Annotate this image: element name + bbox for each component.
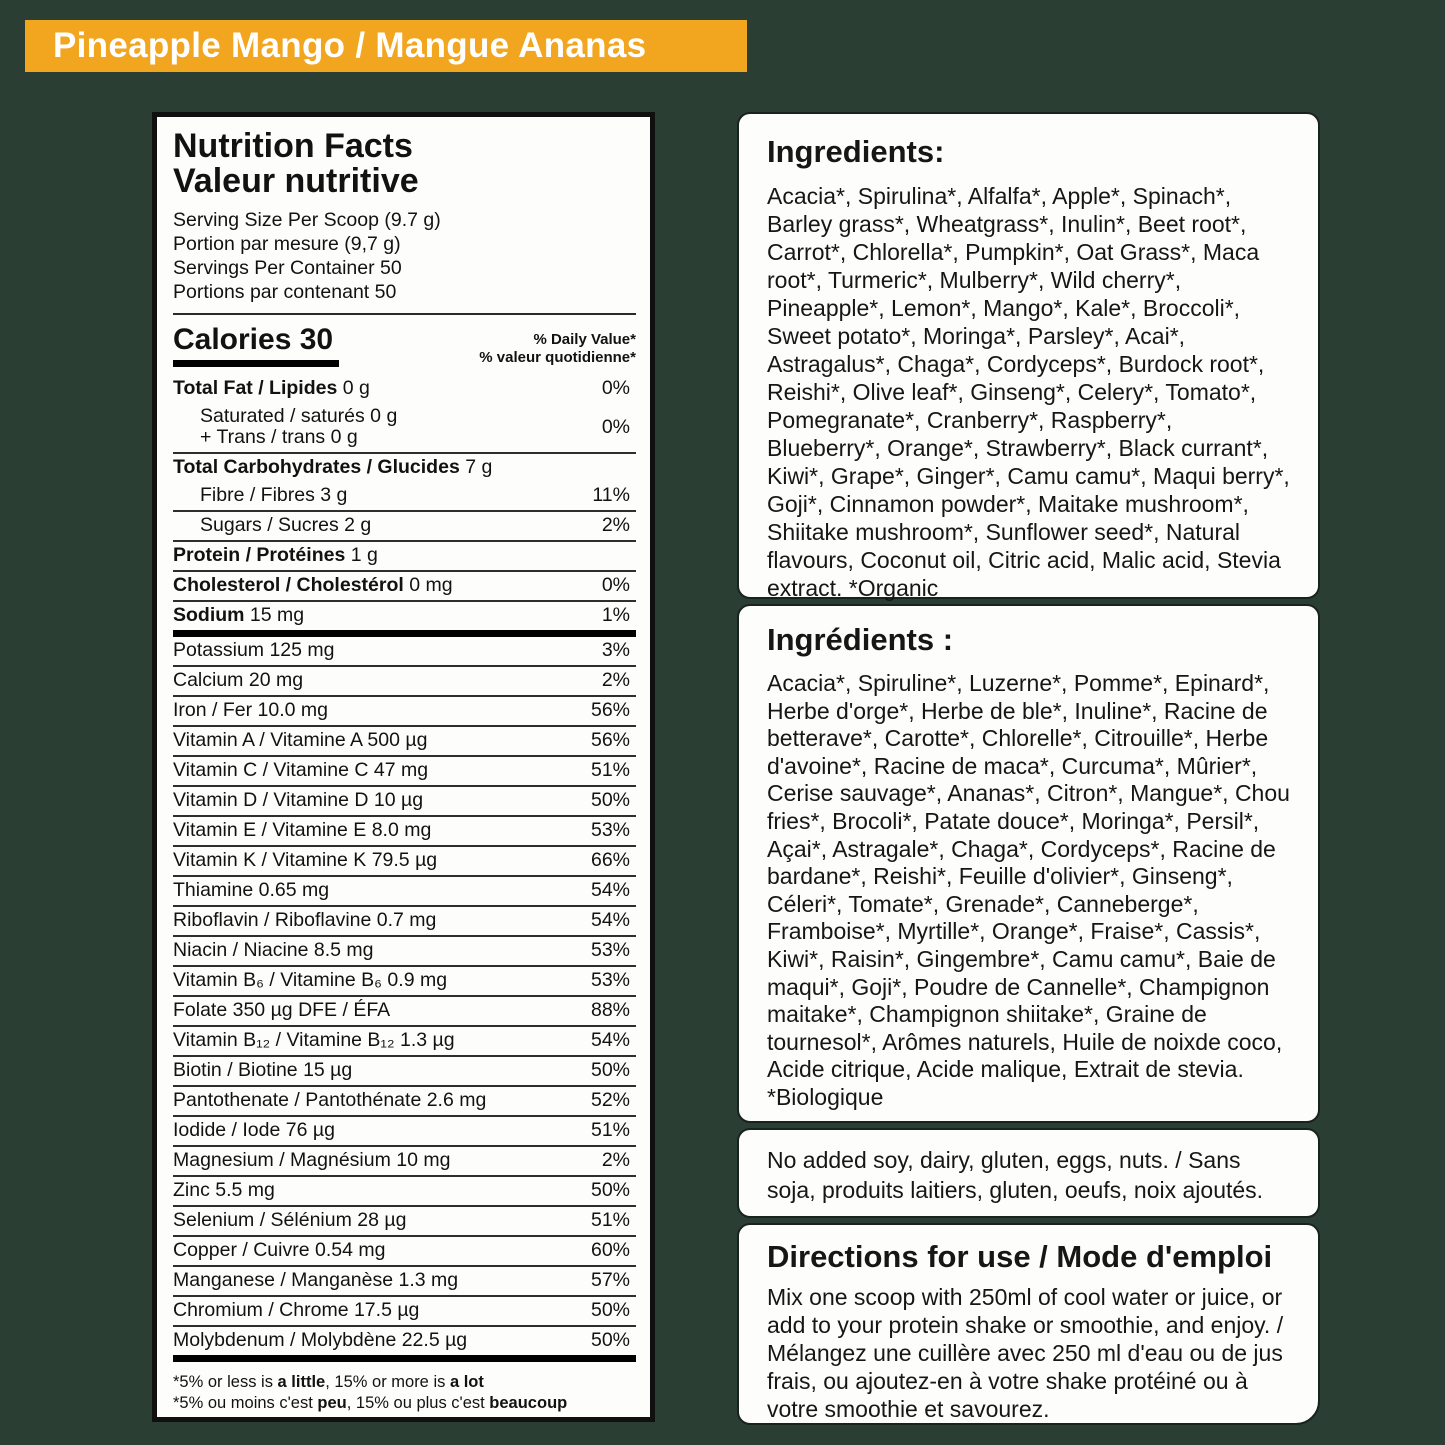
nutrition-row [173, 1207, 636, 1237]
nutrient-rows [173, 375, 636, 1362]
nutrition-row [173, 877, 636, 907]
footnote-line: *5% or less is a little, 15% or more is a lot [173, 1373, 484, 1391]
nutrition-row [173, 727, 636, 757]
daily-value: 2% [601, 669, 630, 691]
ingredients-en-text: Acacia*, Spirulina*, Alfalfa*, Apple*, Spinach*, Barley grass*, Wheatgrass*, Inulin*, Beet root*, Carrot*, Chlorella*, Pumpkin*, Oat Grass*, Maca root*, Turmeric*, Mulberry*, Wild cherry*, Pineapple*, Lemon*, Mango*, Kale*, Broccoli*, Sweet potato*, Moringa*, Parsley*, Acai*, Astragalus*, Chaga*, Cordyceps*, Burdock root*, Reishi*, Olive leaf*, Ginseng*, Celery*, Tomato*, Pomegranate*, Cranberry*, Raspberry*, Blueberry*, Orange*, Strawberry*, Black currant*, Kiwi*, Grape*, Ginger*, Camu camu*, Maqui berry*, Goji*, Cinnamon powder*, Maitake mushroom*, Shiitake mushroom*, Sunflower seed*, Natural flavours, Coconut oil, Citric acid, Malic acid, Stevia extract. *Organic [767, 183, 1290, 601]
nutrient-label: Riboflavin / Riboflavine 0.7 mg [173, 909, 437, 931]
ingredients-fr-text: Acacia*, Spiruline*, Luzerne*, Pomme*, Epinard*, Herbe d'orge*, Herbe de ble*, Inuline*, Racine de betterave*, Carotte*, Chlorelle*, Citrouille*, Herbe d'avoine*, Racine de maca*, Curcuma*, Mûrier*, Cerise sauvage*, Ananas*, Citron*, Mangue*, Chou fries*, Brocoli*, Patate douce*, Moringa*, Persil*, Açai*, Astragale*, Chaga*, Cordyceps*, Racine de bardane*, Reishi*, Feuille d'olivier*, Ginseng*, Céleri*, Tomate*, Grenade*, Canneberge*, Framboise*, Myrtille*, Orange*, Fraise*, Cassis*, Kiwi*, Raisin*, Gingembre*, Camu camu*, Baie de maqui*, Goji*, Poudre de Cannelle*, Champignon maitake*, Champignon shiitake*, Graine de tournesol*, Arômes naturels, Huile de noixde coco, Acide citrique, Acide malique, Extrait de stevia. *Biologique [767, 670, 1290, 1110]
nutrition-row [173, 1267, 636, 1297]
calories-amount: 30 [299, 323, 334, 356]
nutrition-row [173, 1327, 636, 1362]
nutrition-row [173, 1297, 636, 1327]
nutrition-row [173, 1237, 636, 1267]
daily-value: 53% [590, 939, 630, 961]
serving-info [173, 208, 636, 304]
daily-value: 50% [590, 1179, 630, 1201]
nutrient-label: Vitamin E / Vitamine E 8.0 mg [173, 819, 432, 841]
nutrition-facts-title-en: Nutrition Facts [173, 127, 413, 165]
nutrition-row [173, 1027, 636, 1057]
nutrient-label: Chromium / Chrome 17.5 µg [173, 1299, 420, 1321]
nutrient-label: Saturated / saturés 0 g + Trans / trans 0 g [200, 405, 398, 448]
nutrient-label: Vitamin D / Vitamine D 10 µg [173, 789, 424, 811]
nutrient-label: Total Carbohydrates / Glucides 7 g [173, 456, 493, 478]
nutrition-row [173, 847, 636, 877]
nutrition-row [173, 512, 636, 542]
nutrition-row [173, 817, 636, 847]
nutrient-label: Biotin / Biotine 15 µg [173, 1059, 353, 1081]
nutrient-label: Total Fat / Lipides 0 g [173, 377, 370, 399]
ingredients-en-title: Ingredients: [767, 134, 945, 169]
daily-value: 54% [590, 909, 630, 931]
daily-value: 54% [590, 879, 630, 901]
nutrient-label: Iodide / Iode 76 µg [173, 1119, 335, 1141]
daily-value: 11% [592, 484, 630, 506]
nutrient-label: Cholesterol / Cholestérol 0 mg [173, 574, 453, 596]
nutrition-row [173, 572, 636, 602]
nutrient-label: Manganese / Manganèse 1.3 mg [173, 1269, 459, 1291]
serving-line: Portions par contenant 50 [173, 281, 397, 303]
daily-value: 50% [590, 1059, 630, 1081]
calories-value [173, 324, 339, 367]
allergen-note-panel [737, 1128, 1320, 1218]
nutrient-label: Sodium 15 mg [173, 604, 305, 626]
daily-value: 0% [601, 574, 630, 596]
serving-line: Portion par mesure (9,7 g) [173, 233, 401, 255]
daily-value: 54% [590, 1029, 630, 1051]
daily-value: 2% [601, 1149, 630, 1171]
daily-value: 52% [590, 1089, 630, 1111]
nutrient-label: Vitamin C / Vitamine C 47 mg [173, 759, 429, 781]
calories-header-row [173, 315, 636, 374]
serving-line: Serving Size Per Scoop (9.7 g) [173, 209, 441, 231]
directions-panel [737, 1223, 1320, 1425]
ingredients-en-panel [737, 112, 1320, 599]
nutrient-label: Thiamine 0.65 mg [173, 879, 330, 901]
nutrition-row [173, 967, 636, 997]
nutrition-facts-panel [152, 112, 655, 1422]
nutrient-label: Protein / Protéines 1 g [173, 544, 378, 566]
daily-value: 51% [590, 1119, 630, 1141]
daily-value: 50% [590, 1329, 630, 1351]
nutrient-label: Iron / Fer 10.0 mg [173, 699, 328, 721]
nutrition-row [173, 602, 636, 637]
nutrition-row [173, 637, 636, 667]
nutrition-row [173, 1087, 636, 1117]
nutrition-row [173, 403, 636, 454]
daily-value: 50% [590, 1299, 630, 1321]
nutrient-label: Fibre / Fibres 3 g [200, 484, 348, 506]
nutrition-row [173, 482, 636, 512]
nutrition-row [173, 1117, 636, 1147]
nutrition-row [173, 907, 636, 937]
daily-value: 3% [601, 639, 630, 661]
daily-value: 50% [590, 789, 630, 811]
daily-value: 51% [590, 759, 630, 781]
ingredients-fr-title: Ingrédients : [767, 622, 954, 657]
footnote-line: *5% ou moins c'est peu, 15% ou plus c'est beaucoup [173, 1394, 568, 1412]
calories-label: Calories [173, 323, 292, 356]
nutrient-label: Vitamin A / Vitamine A 500 µg [173, 729, 428, 751]
nutrition-row [173, 375, 636, 403]
nutrient-label: Niacin / Niacine 8.5 mg [173, 939, 374, 961]
daily-value: 57% [590, 1269, 630, 1291]
allergen-note-text: No added soy, dairy, gluten, eggs, nuts. / Sans soja, produits laitiers, gluten, oeufs, noix ajoutés. [767, 1147, 1264, 1203]
daily-value: 2% [601, 514, 630, 536]
nutrition-row [173, 697, 636, 727]
nutrient-label: Zinc 5.5 mg [173, 1179, 275, 1201]
nutrition-row [173, 454, 636, 482]
serving-line: Servings Per Container 50 [173, 257, 402, 279]
daily-value: 1% [601, 604, 630, 626]
flavor-banner [25, 20, 747, 72]
nutrition-row [173, 997, 636, 1027]
daily-value: 56% [590, 699, 630, 721]
nutrient-label: Calcium 20 mg [173, 669, 304, 691]
daily-value: 53% [590, 819, 630, 841]
daily-value: 66% [590, 849, 630, 871]
daily-value-header-en: % Daily Value* [533, 331, 636, 348]
ingredients-fr-panel [737, 604, 1320, 1123]
daily-value: 56% [590, 729, 630, 751]
flavor-banner-label: Pineapple Mango / Mangue Ananas [53, 26, 647, 65]
nutrition-row [173, 542, 636, 572]
daily-value: 0% [601, 377, 630, 399]
directions-title: Directions for use / Mode d'emploi [767, 1239, 1273, 1274]
nutrition-row [173, 1147, 636, 1177]
daily-value: 51% [590, 1209, 630, 1231]
daily-value: 88% [590, 999, 630, 1021]
nutrient-label: Copper / Cuivre 0.54 mg [173, 1239, 386, 1261]
nutrient-label: Vitamin B₁₂ / Vitamine B₁₂ 1.3 µg [173, 1029, 455, 1051]
nutrition-row [173, 787, 636, 817]
nutrition-row [173, 667, 636, 697]
nutrition-row [173, 1057, 636, 1087]
nutrition-facts-title-fr: Valeur nutritive [173, 162, 419, 200]
nutrient-label: Pantothenate / Pantothénate 2.6 mg [173, 1089, 487, 1111]
nutrient-label: Magnesium / Magnésium 10 mg [173, 1149, 451, 1171]
daily-value: 53% [590, 969, 630, 991]
daily-value-footnotes [173, 1372, 636, 1414]
nutrient-label: Folate 350 µg DFE / ÉFA [173, 999, 391, 1021]
nutrient-label: Vitamin K / Vitamine K 79.5 µg [173, 849, 438, 871]
nutrient-label: Molybdenum / Molybdène 22.5 µg [173, 1329, 468, 1351]
nutrition-row [173, 757, 636, 787]
daily-value-header [479, 331, 636, 367]
nutrient-label: Potassium 125 mg [173, 639, 335, 661]
daily-value: 60% [590, 1239, 630, 1261]
directions-text: Mix one scoop with 250ml of cool water or juice, or add to your protein shake or smoothie, and enjoy. / Mélangez une cuillère avec 250 ml d'eau ou de jus frais, ou ajoutez-en à votre shake protéiné ou à votre smoothie et savourez. [767, 1284, 1284, 1422]
nutrient-label: Selenium / Sélénium 28 µg [173, 1209, 407, 1231]
daily-value-header-fr: % valeur quotidienne* [479, 349, 636, 366]
nutrition-row [173, 1177, 636, 1207]
nutrition-row [173, 937, 636, 967]
nutrient-label: Vitamin B₆ / Vitamine B₆ 0.9 mg [173, 969, 448, 991]
daily-value: 0% [601, 415, 630, 438]
nutrient-label: Sugars / Sucres 2 g [200, 514, 372, 536]
